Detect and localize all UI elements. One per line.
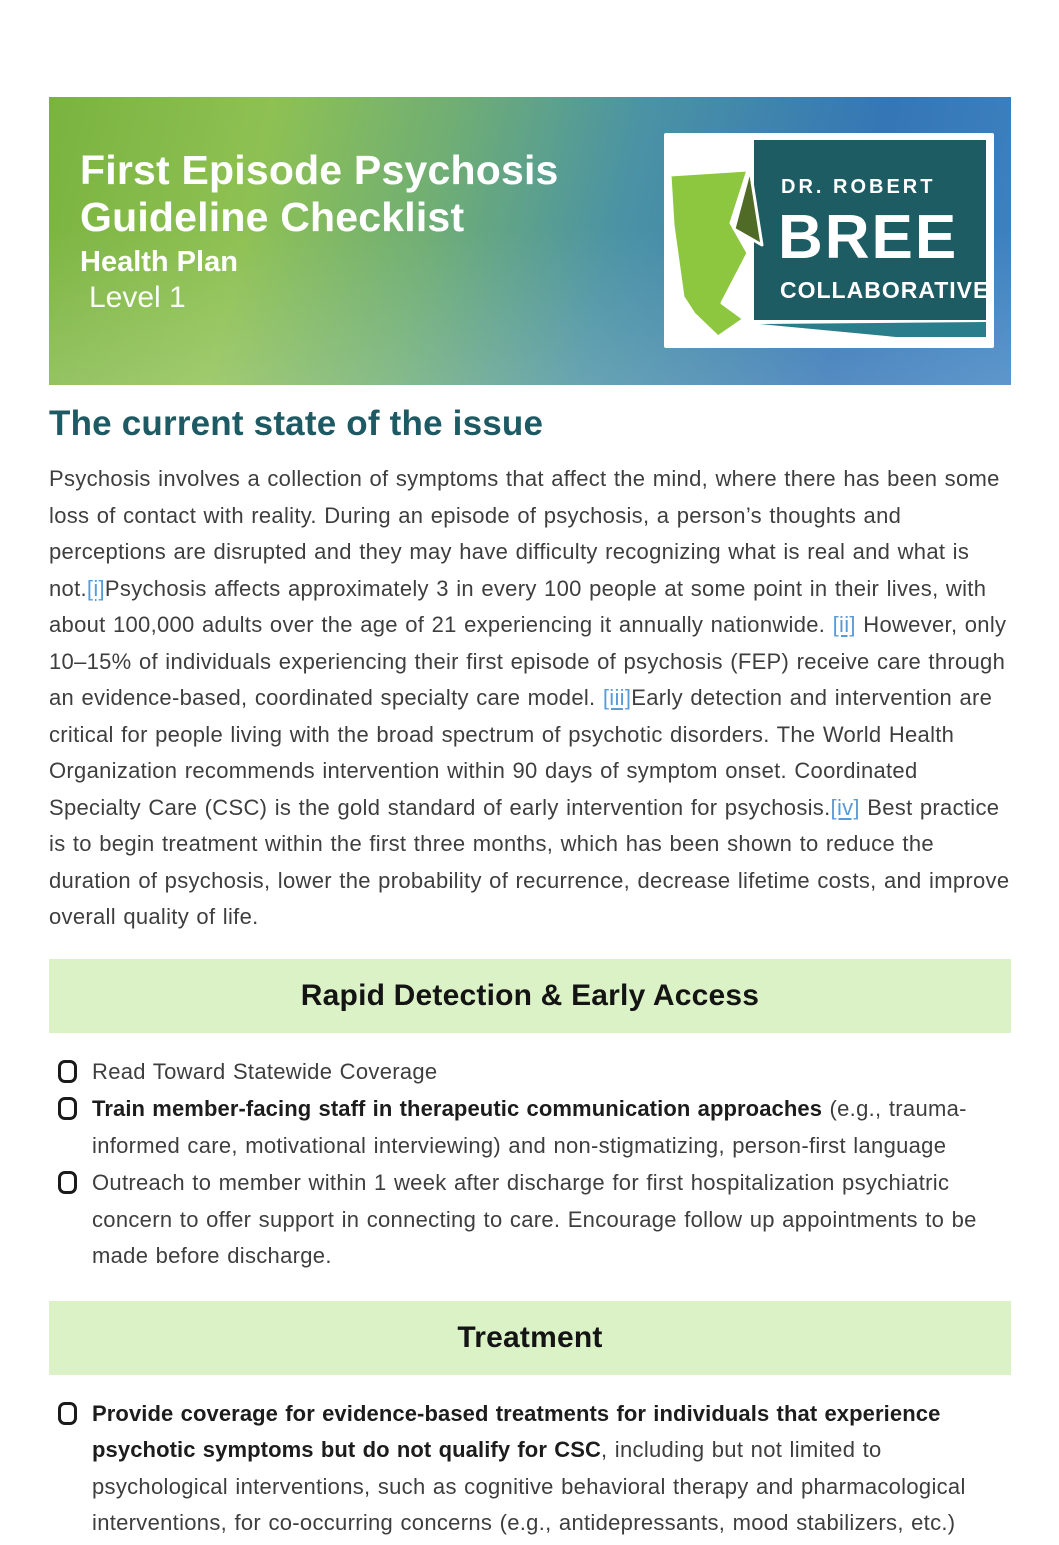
- checklist-item-text: Outreach to member within 1 week after discharge for first hospitalization psychiatric concern to offer support in connecting to care. Encourage follow up appointments to be made before discharge.: [92, 1170, 977, 1268]
- logo-name: BREE: [778, 203, 959, 272]
- checkbox-icon[interactable]: [58, 1171, 77, 1194]
- paragraph-text: Psychosis involves a collection of symptoms that affect the mind, where there has been some loss of contact with reality. During an episode of psychosis, a person’s thoughts and perceptions are disrupted and they may have difficulty recognizing what is real and what is not.: [49, 466, 1000, 601]
- checklist-item: [58, 1165, 1011, 1275]
- checklist-item-text: Provide coverage for evidence-based treatments for individuals that experience psychotic symptoms but do not qualify for CSC, including but not limited to psychological interventions, such as cognitive behavioral therapy and pharmacological interventions, for co-occurring concerns (e.g., antidepressants, mood stabilizers, etc.): [92, 1400, 966, 1535]
- checklist: [49, 1033, 1011, 1278]
- checklist-item: [58, 1054, 1011, 1091]
- section-banner: Rapid Detection & Early Access: [49, 959, 1011, 1033]
- paragraph-text: Early detection and intervention are critical for people living with the broad spectrum of psychotic disorders. The World Health Organization recommends intervention within 90 days of symptom onset. Coordinated Specialty Care (CSC) is the gold standard of early intervention for psychosis.: [49, 685, 993, 820]
- logo-top-label: DR. ROBERT: [781, 176, 936, 198]
- paragraph-text: Psychosis affects approximately 3 in every 100 people at some point in their lives, with about 100,000 adults over the age of 21 experiencing it annually nationwide.: [49, 575, 987, 637]
- document-subtitle: Health Plan: [80, 246, 238, 278]
- header-banner: [49, 97, 1011, 385]
- document-title-line2: Guideline Checklist: [80, 194, 465, 240]
- bree-logo-graphic: [664, 133, 994, 348]
- checkbox-icon[interactable]: [58, 1060, 77, 1083]
- header-text-block: [80, 147, 559, 316]
- document-title-line1: First Episode Psychosis: [80, 147, 559, 193]
- bree-collaborative-logo: [664, 133, 994, 348]
- paragraph-text: However, only 10–15% of individuals experiencing their first episode of psychosis (FEP) receive care through an evidence-based, coordinated specialty care model.: [49, 612, 1007, 710]
- checklist: [49, 1375, 1011, 1545]
- footnote-link[interactable]: [iii]: [602, 685, 632, 710]
- footnote-link[interactable]: [ii]: [832, 612, 856, 637]
- footnote-link[interactable]: [iv]: [830, 794, 860, 820]
- paragraph-text: Best practice is to begin treatment within the first three months, which has been shown to reduce the duration of psychosis, lower the probability of recurrence, decrease lifetime costs, and improve overall quality of life.: [49, 794, 1010, 929]
- footnote-link[interactable]: [i]: [86, 575, 105, 601]
- document-page: [49, 0, 1011, 1545]
- checklist-item-text: Train member-facing staff in therapeutic communication approaches (e.g., trauma-informed care, motivational interviewing) and non-stigmatizing, person-first language: [92, 1096, 967, 1158]
- intro-paragraph: [49, 461, 1011, 936]
- section-banner: Treatment: [49, 1301, 1011, 1375]
- checkbox-icon[interactable]: [58, 1402, 77, 1425]
- checklist-item-text: Read Toward Statewide Coverage: [92, 1058, 438, 1084]
- sections: [49, 959, 1011, 1545]
- document-level: Level 1: [89, 281, 186, 314]
- logo-bottom-label: COLLABORATIVE: [780, 277, 990, 303]
- checklist-item: [58, 1091, 1011, 1164]
- page-title: The current state of the issue: [49, 404, 544, 443]
- checklist-item: [58, 1396, 1011, 1542]
- checkbox-icon[interactable]: [58, 1097, 77, 1120]
